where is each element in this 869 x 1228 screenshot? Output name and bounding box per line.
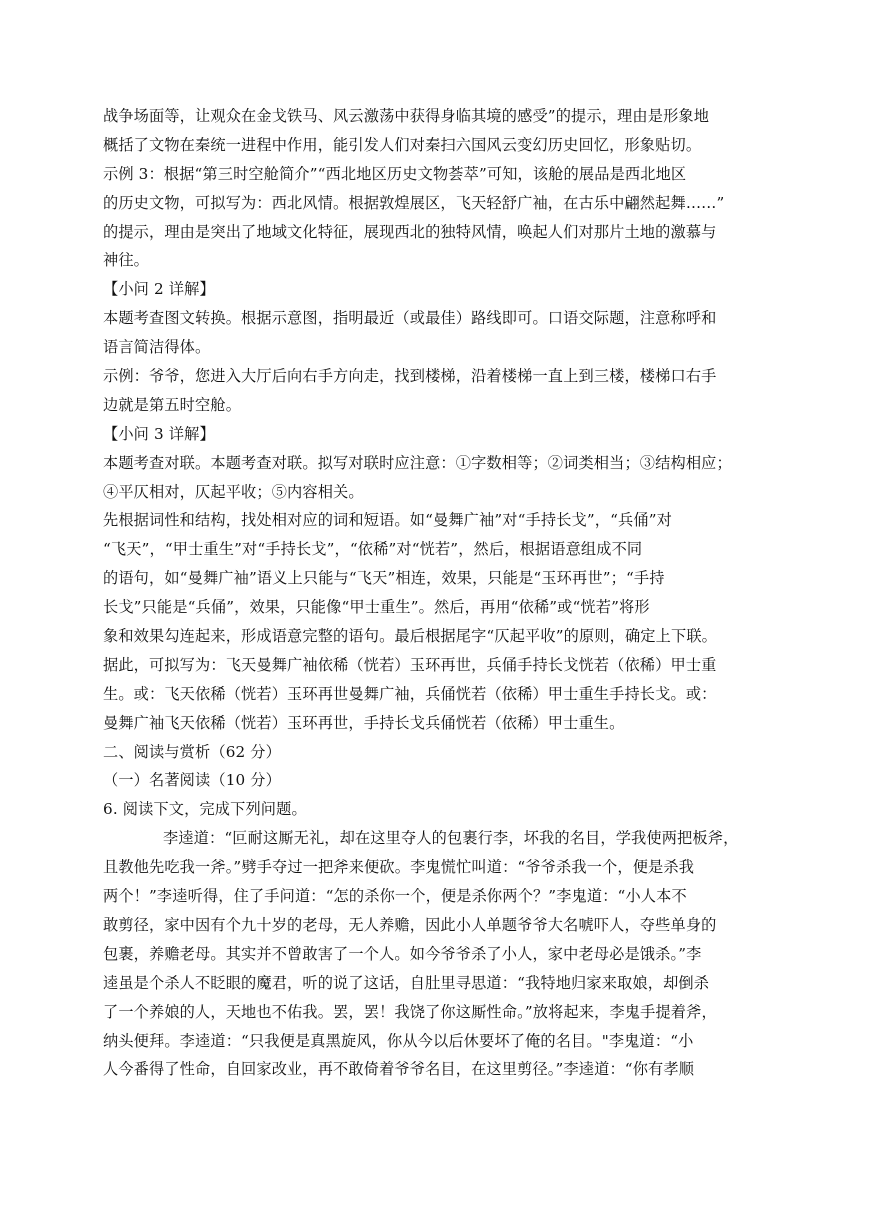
text-line: 的语句，如“曼舞广袖”语义上只能与“飞天”相连，效果，只能是“玉环再世”；“手持 (103, 569, 665, 588)
section-heading: 二、阅读与赏析（62 分） (103, 742, 281, 761)
text-line: 先根据词性和结构，找处相对应的词和短语。如“曼舞广袖”对“手持长戈”，“兵俑”对 (103, 511, 672, 530)
text-line: 本题考查图文转换。根据示意图，指明最近（或最佳）路线即可。口语交际题，注意称呼和 (103, 309, 717, 328)
section-heading: 【小问 3 详解】 (103, 424, 215, 443)
text-line: 边就是第五时空舱。 (103, 395, 242, 414)
text-line: 神往。 (103, 251, 150, 270)
document-body (103, 102, 767, 1084)
text-line: ④平仄相对，仄起平收；⑤内容相关。 (103, 482, 364, 501)
text-line: 语言简洁得体。 (103, 338, 211, 357)
text-line: 两个！”李逵听得，住了手问道：“怎的杀你一个，便是杀你两个？”李鬼道：“小人本不 (103, 887, 687, 906)
text-line: “飞天”，“甲士重生”对“手持长戈”，“依稀”对“恍若”，然后，根据语意组成不同 (103, 540, 643, 559)
text-line: 示例 3：根据“第三时空舱简介”“西北地区历史文物荟萃”可知，该舱的展品是西北地区 (103, 164, 687, 183)
text-line: 本题考查对联。本题考查对联。拟写对联时应注意：①字数相等；②词类相当；③结构相应； (103, 453, 732, 472)
text-line: 了一个养娘的人，天地也不佑我。罢，罢！我饶了你这厮性命。”放将起来，李鬼手提着斧， (103, 1002, 717, 1021)
text-line: 长戈”只能是“兵俑”，效果，只能像“甲士重生”。然后，再用“依稀”或“恍若”将形 (103, 598, 650, 617)
text-line: 的历史文物，可拟写为：西北风情。根据敦煌展区，飞天轻舒广袖，在古乐中翩然起舞……” (103, 193, 725, 212)
text-line: 概括了文物在秦统一进程中作用，能引发人们对秦扫六国风云变幻历史回忆，形象贴切。 (103, 135, 702, 154)
text-line: 李逵道：“叵耐这厮无礼，却在这里夺人的包裹行李，坏我的名目，学我使两把板斧， (163, 829, 739, 848)
text-line: 的提示，理由是突出了地域文化特征，展现西北的独特风情，唤起人们对那片土地的激慕与 (103, 222, 717, 241)
text-line: 生。或：飞天依稀（恍若）玉环再世曼舞广袖，兵俑恍若（依稀）甲士重生手持长戈。或： (103, 684, 717, 703)
text-line: 且教他先吃我一斧。”劈手夺过一把斧来便砍。李鬼慌忙叫道：“爷爷杀我一个，便是杀我 (103, 858, 695, 877)
question-prompt: 6. 阅读下文，完成下列问题。 (103, 800, 307, 819)
text-line: 人今番得了性命，自回家改业，再不敢倚着爷爷名目，在这里剪径。”李逵道：“你有孝顺 (103, 1060, 695, 1079)
subsection-heading: （一）名著阅读（10 分） (103, 771, 281, 790)
text-line: 曼舞广袖飞天依稀（恍若）玉环再世，手持长戈兵俑恍若（依稀）甲士重生。 (103, 713, 625, 732)
text-line: 战争场面等，让观众在金戈铁马、风云激荡中获得身临其境的感受”的提示，理由是形象地 (103, 107, 710, 125)
text-line: 敢剪径，家中因有个九十岁的老母，无人养赡，因此小人单题爷爷大名唬吓人，夺些单身的 (103, 915, 717, 934)
text-line: 据此，可拟写为：飞天曼舞广袖依稀（恍若）玉环再世，兵俑手持长戈恍若（依稀）甲士重 (103, 655, 717, 674)
text-line: 逵虽是个杀人不眨眼的魔君，听的说了这话，自肚里寻思道：“我特地归家来取娘，却倒杀 (103, 973, 710, 992)
text-line: 包裹，养赡老母。其实并不曾敢害了一个人。如今爷爷杀了小人，家中老母必是饿杀。”李 (103, 944, 702, 963)
text-line: 象和效果勾连起来，形成语意完整的语句。最后根据尾字“仄起平收”的原则，确定上下联。 (103, 627, 717, 646)
section-heading: 【小问 2 详解】 (103, 280, 215, 299)
text-line: 示例：爷爷，您进入大厅后向右手方向走，找到楼梯，沿着楼梯一直上到三楼，楼梯口右手 (103, 367, 717, 386)
text-line: 纳头便拜。李逵道：“只我便是真黑旋风，你从今以后休要坏了俺的名目。"李鬼道：“小 (103, 1031, 694, 1050)
